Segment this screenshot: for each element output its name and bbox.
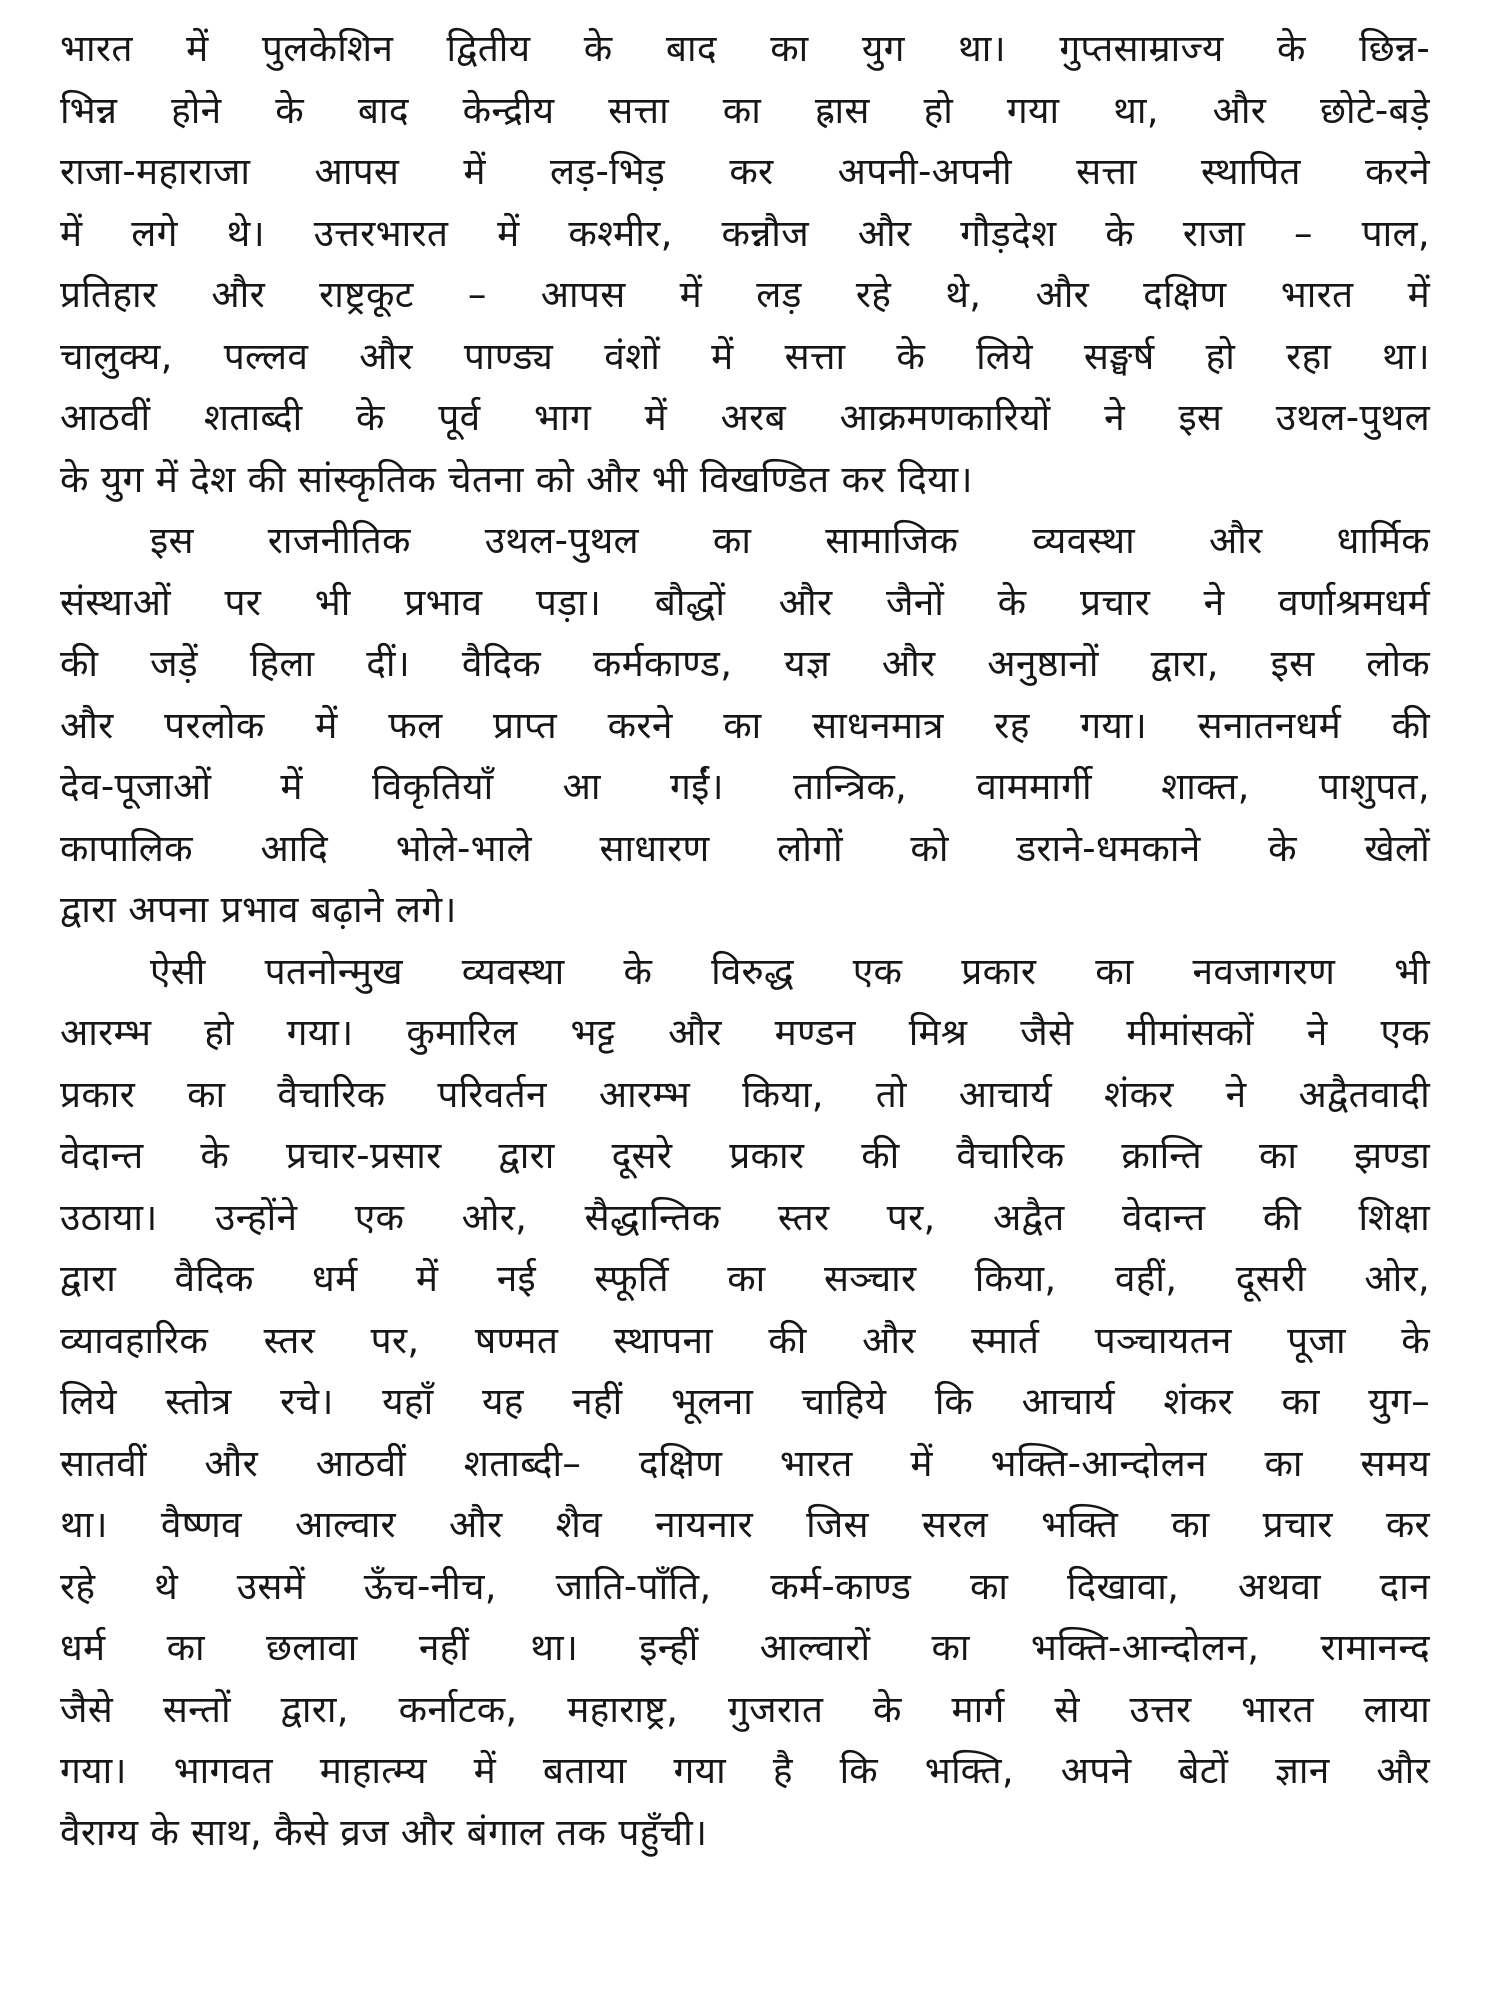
- text-line: रहे थे उसमें ऊँच-नीच, जाति-पाँति, कर्म-काण्ड का दिखावा, अथवा दान: [60, 1564, 1430, 1608]
- text-line: द्वारा वैदिक धर्म में नई स्फूर्ति का सञ्चार किया, वहीं, दूसरी ओर,: [60, 1257, 1430, 1300]
- text-line: देव-पूजाओं में विकृतियाँ आ गईं। तान्त्रिक, वाममार्गी शाक्त, पाशुपत,: [60, 765, 1430, 808]
- text-line: वेदान्त के प्रचार-प्रसार द्वारा दूसरे प्रकार की वैचारिक क्रान्ति का झण्डा: [60, 1134, 1430, 1177]
- text-line: सातवीं और आठवीं शताब्दी– दक्षिण भारत में भक्ति-आन्दोलन का समय: [60, 1441, 1430, 1485]
- text-line: व्यावहारिक स्तर पर, षण्मत स्थापना की और स्मार्त पञ्चायतन पूजा के: [60, 1318, 1430, 1362]
- text-line: आठवीं शताब्दी के पूर्व भाग में अरब आक्रमणकारियों ने इस उथल-पुथल: [60, 396, 1430, 439]
- text-line: भिन्न होने के बाद केन्द्रीय सत्ता का ह्रास हो गया था, और छोटे-बड़े: [60, 88, 1430, 132]
- text-line: द्वारा अपना प्रभाव बढ़ाने लगे।: [60, 888, 457, 931]
- text-line: कापालिक आदि भोले-भाले साधारण लोगों को डराने-धमकाने के खेलों: [60, 826, 1430, 870]
- text-line: संस्थाओं पर भी प्रभाव पड़ा। बौद्धों और जैनों के प्रचार ने वर्णाश्रमधर्म: [60, 580, 1430, 624]
- body-text: [60, 18, 1430, 1863]
- text-line: गया। भागवत माहात्म्य में बताया गया है कि भक्ति, अपने बेटों ज्ञान और: [60, 1749, 1430, 1792]
- paragraph-3: [60, 941, 1430, 1864]
- paragraph-2: [60, 510, 1430, 941]
- text-line: लिये स्तोत्र रचे। यहाँ यह नहीं भूलना चाहिये कि आचार्य शंकर का युग–: [60, 1380, 1430, 1423]
- paragraph-1: [60, 18, 1430, 510]
- text-line: वैराग्य के साथ, कैसे व्रज और बंगाल तक पहुँची।: [60, 1810, 708, 1854]
- text-line: प्रतिहार और राष्ट्रकूट – आपस में लड़ रहे थे, और दक्षिण भारत में: [60, 273, 1430, 316]
- text-line: धर्म का छलावा नहीं था। इन्हीं आल्वारों का भक्ति-आन्दोलन, रामानन्द: [60, 1626, 1430, 1669]
- text-line: राजा-महाराजा आपस में लड़-भिड़ कर अपनी-अपनी सत्ता स्थापित करने: [60, 150, 1430, 193]
- text-line: आरम्भ हो गया। कुमारिल भट्ट और मण्डन मिश्र जैसे मीमांसकों ने एक: [60, 1011, 1430, 1054]
- text-line: जैसे सन्तों द्वारा, कर्नाटक, महाराष्ट्र, गुजरात के मार्ग से उत्तर भारत लाया: [60, 1687, 1430, 1731]
- text-line: था। वैष्णव आल्वार और शैव नायनार जिस सरल भक्ति का प्रचार कर: [60, 1503, 1430, 1546]
- text-line: चालुक्य, पल्लव और पाण्ड्य वंशों में सत्ता के लिये सङ्घर्ष हो रहा था।: [60, 334, 1430, 378]
- text-line: और परलोक में फल प्राप्त करने का साधनमात्र रह गया। सनातनधर्म की: [60, 703, 1430, 747]
- text-line: की जड़ें हिला दीं। वैदिक कर्मकाण्ड, यज्ञ और अनुष्ठानों द्वारा, इस लोक: [60, 642, 1430, 685]
- text-line: भारत में पुलकेशिन द्वितीय के बाद का युग था। गुप्तसाम्राज्य के छिन्न-: [60, 27, 1430, 70]
- text-line: के युग में देश की सांस्कृतिक चेतना को और भी विखण्डित कर दिया।: [60, 457, 973, 501]
- text-line: इस राजनीतिक उथल-पुथल का सामाजिक व्यवस्था और धार्मिक: [150, 519, 1430, 562]
- text-line: उठाया। उन्होंने एक ओर, सैद्धान्तिक स्तर पर, अद्वैत वेदान्त की शिक्षा: [60, 1195, 1430, 1239]
- text-line: ऐसी पतनोन्मुख व्यवस्था के विरुद्ध एक प्रकार का नवजागरण भी: [150, 949, 1430, 993]
- text-line: में लगे थे। उत्तरभारत में कश्मीर, कन्नौज और गौड़देश के राजा – पाल,: [60, 211, 1430, 255]
- text-line: प्रकार का वैचारिक परिवर्तन आरम्भ किया, तो आचार्य शंकर ने अद्वैतवादी: [60, 1072, 1430, 1116]
